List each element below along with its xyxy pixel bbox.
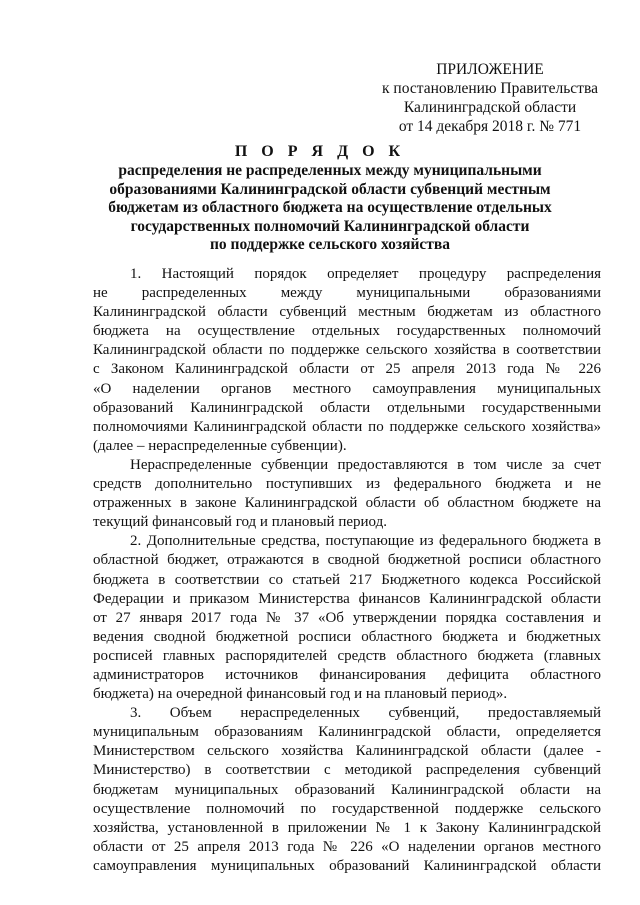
document-title: П О Р Я Д О К [234,143,406,160]
body-line: с Законом Калининградской области от 25 апреля 2013 года № 226 [93,361,601,378]
body-line: областной бюджет, отражаются в сводной бюджетной росписи областного [93,552,601,569]
appendix-line: Калининградской области [403,99,577,116]
body-line: от 27 января 2017 года № 37 «Об утверждении порядка составления и [93,609,601,626]
subtitle-line: по поддержке сельского хозяйства [209,236,451,253]
appendix-line: к постановлению Правительства [382,80,598,97]
body-line: осуществление полномочий по государственной поддержке сельского [93,800,601,817]
body-line: хозяйства, установленной в приложении № 1 к Закону Калининградской [93,819,601,836]
body-line: 3. Объем нераспределенных субвенций, предоставляемый [130,705,601,722]
body-line: муниципальным образованиям Калининградской области, определяется [93,724,601,741]
body-line: «О наделении органов местного самоуправления муниципальных [93,380,601,397]
body-line: Министерством сельского хозяйства Калининградской области (далее - [93,743,601,760]
document-body [93,265,601,876]
body-line: самоуправления муниципальных образований Калининградской области [93,857,601,874]
body-line: администраторов источников финансирования дефицита областного [93,666,601,683]
body-line: Калининградской области субвенций местным бюджетам из областного [93,304,601,321]
body-line: не распределенных между муниципальными образованиями [93,285,601,302]
subtitle-line: бюджетам из областного бюджета на осуществление отдельных [108,199,552,216]
body-line: Нераспределенные субвенции предоставляются в том числе за счет [130,456,601,473]
body-line: Министерство) в соответствии с методикой распределения субвенций [93,762,601,779]
body-line: области от 25 апреля 2013 года № 226 «О наделении органов местного [93,838,601,855]
body-line: текущий финансовый год и плановый период. [93,514,388,531]
body-line: ведения сводной бюджетной росписи областного бюджета и бюджетных [93,628,601,645]
body-line: бюджета на осуществление отдельных государственных полномочий [93,323,601,340]
subtitle-line: распределения не распределенных между муниципальными [118,162,542,179]
body-line: полномочиями Калининградской области по поддержке сельского хозяйства» [93,418,601,435]
subtitle-line: образованиями Калининградской области субвенций местным [109,180,551,198]
appendix-line: от 14 декабря 2018 г. № 771 [398,118,582,135]
body-line: (далее – нераспределенные субвенции). [93,437,347,454]
appendix-header [370,60,610,136]
body-line: образований Калининградской области отдельными государственными [93,399,601,416]
body-line: Федерации и приказом Министерства финансов Калининградской области [93,590,601,607]
body-line: отраженных в законе Калининградской области об областном бюджете на [93,495,601,512]
body-line: Калининградской области по поддержке сельского хозяйства в соответствии [93,342,601,359]
body-line: средств дополнительно поступивших из федерального бюджета и не [93,476,601,493]
appendix-line: ПРИЛОЖЕНИЕ [436,61,544,78]
body-line: росписей главных распорядителей средств областного бюджета (главных [93,647,601,664]
body-line: 1. Настоящий порядок определяет процедуру распределения [130,266,601,282]
body-line: бюджета) на очередной финансовый год и на плановый период». [93,686,508,703]
body-line: 2. Дополнительные средства, поступающие из федерального бюджета в [130,533,601,550]
body-line: бюджета в соответствии со статьей 217 Бюджетного кодекса Российской [93,571,601,588]
subtitle-line: государственных полномочий Калининградской области [130,217,530,235]
body-line: бюджетам муниципальных образований Калининградской области на [93,781,601,798]
document-subtitle [60,162,600,255]
